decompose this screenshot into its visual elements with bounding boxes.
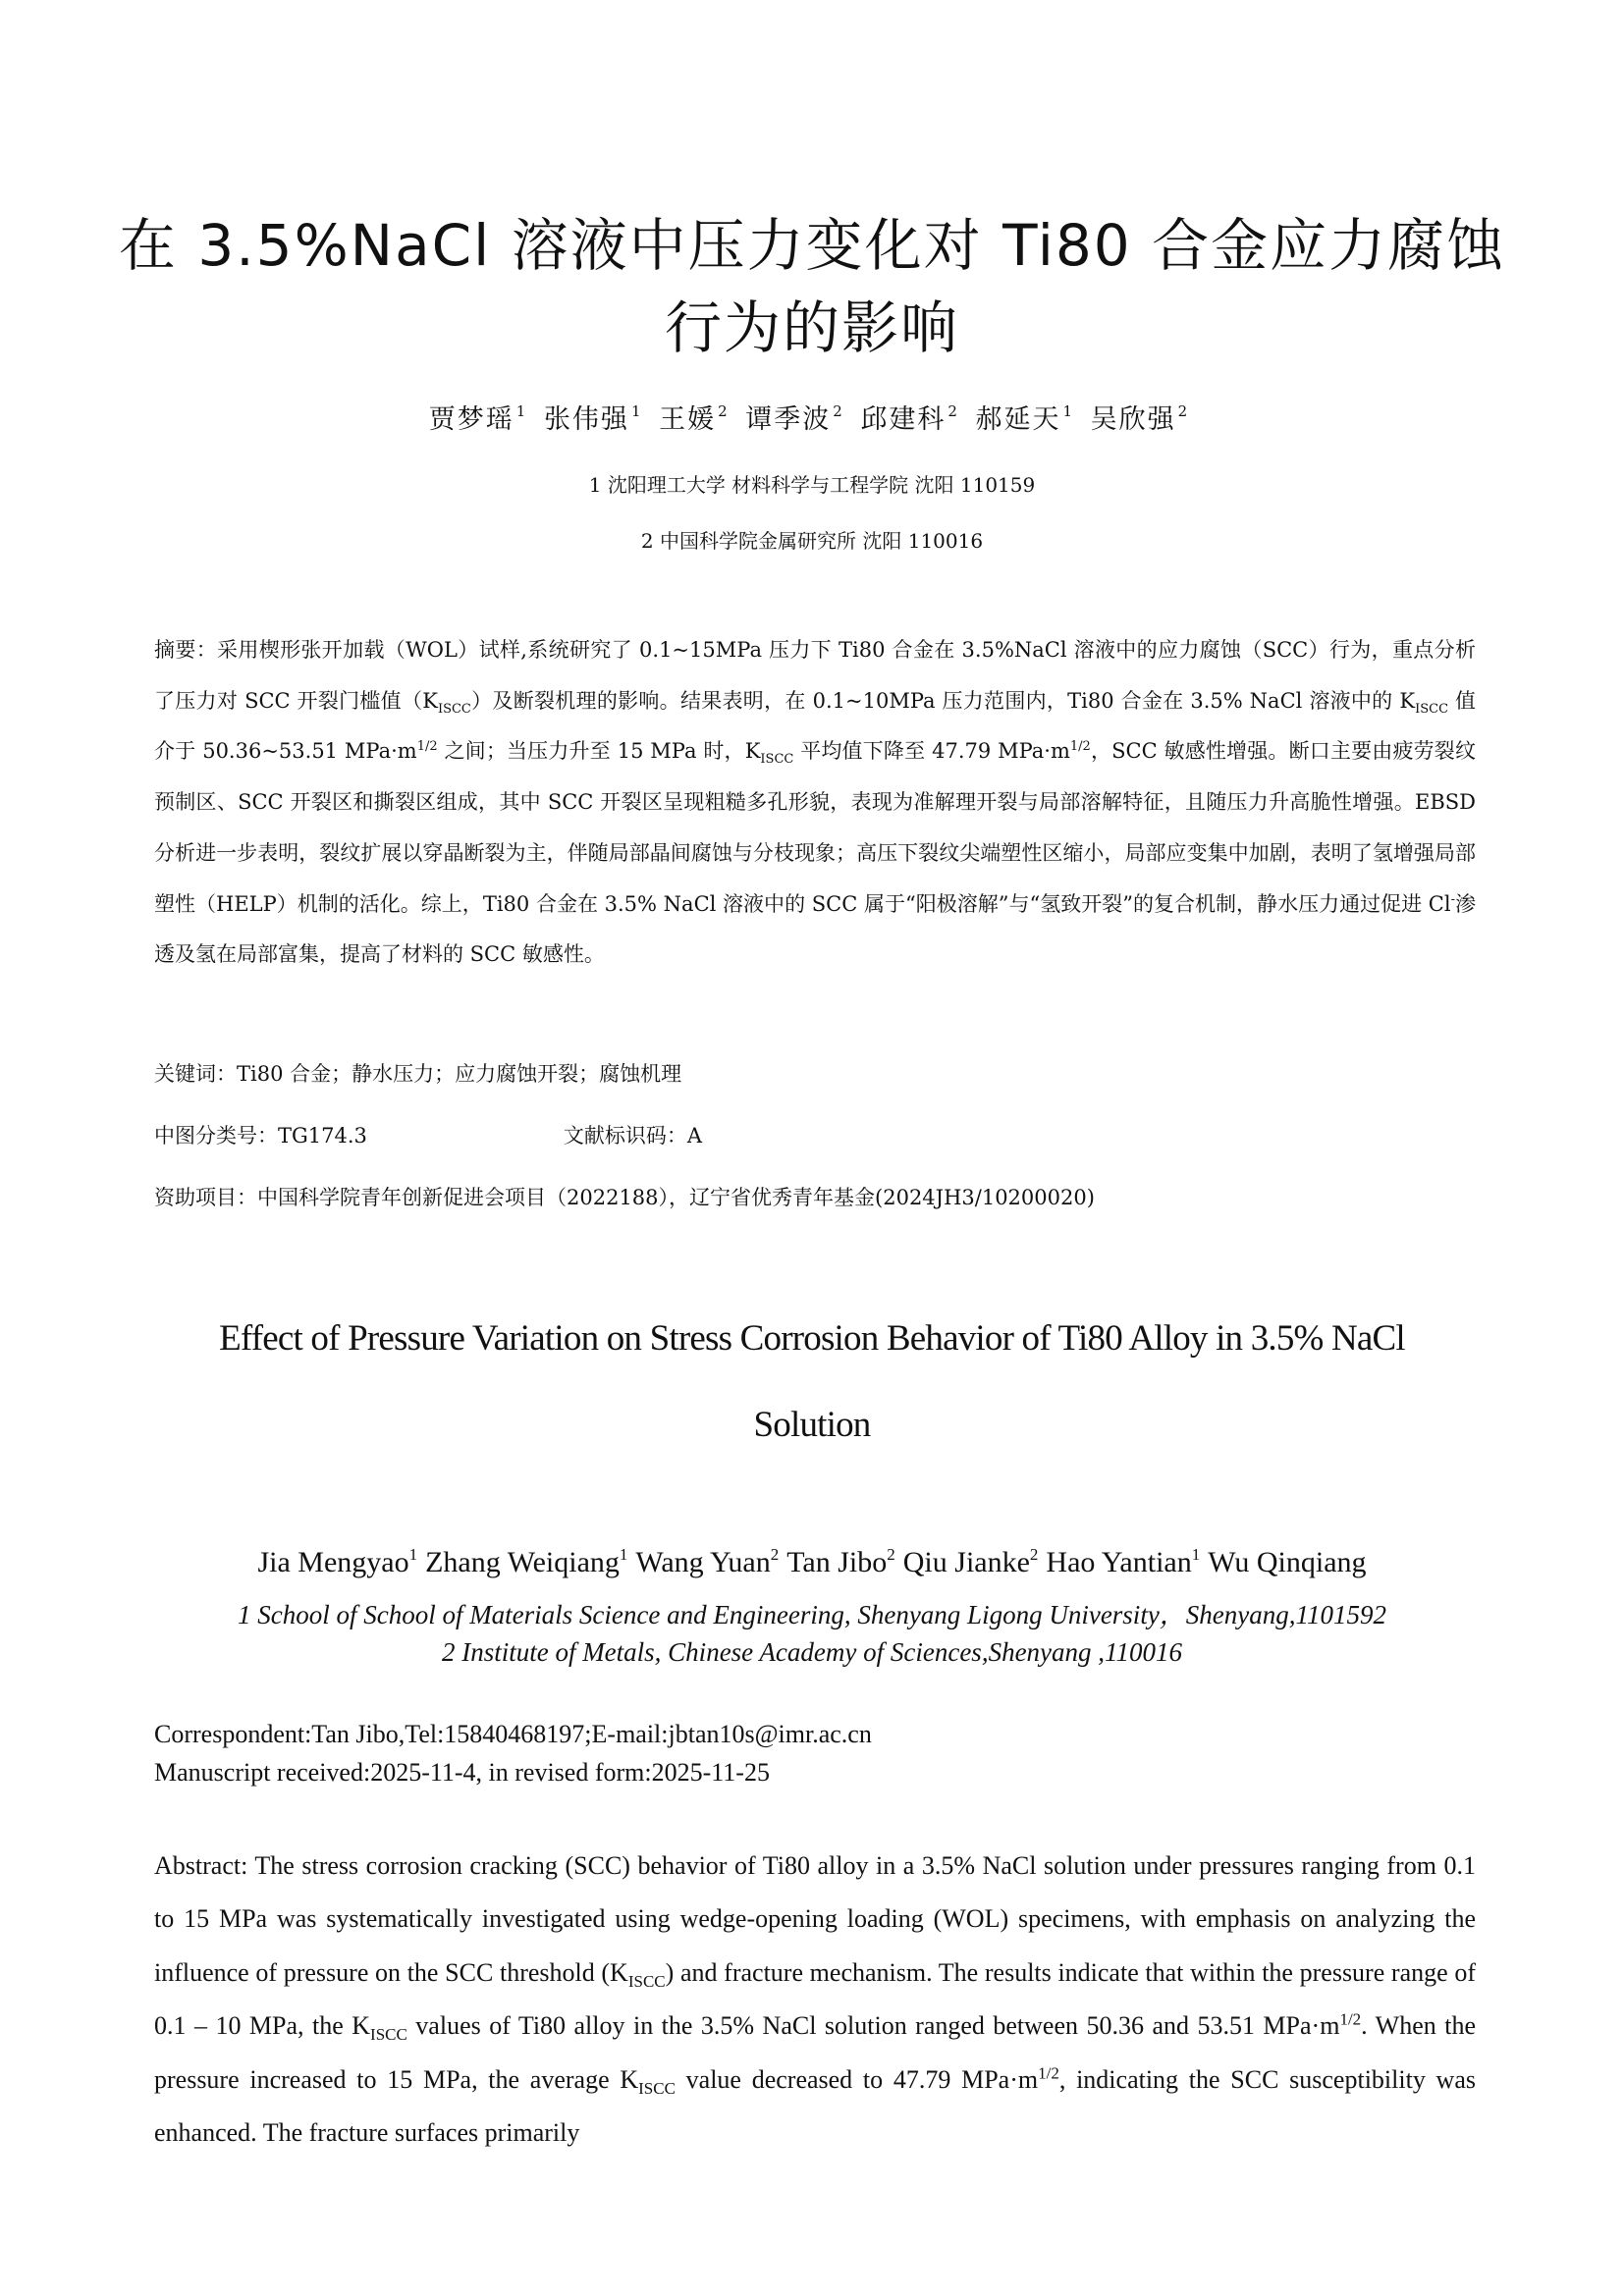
document-code: 文献标识码：A <box>563 1124 703 1148</box>
author-affiliation-mark: 1 <box>630 402 643 420</box>
author-affiliation-mark: 2 <box>833 402 844 420</box>
author-name: 郝延天 <box>975 404 1061 435</box>
author-name: Wang Yuan <box>635 1546 771 1578</box>
english-affiliation-1: 1 School of School of Materials Science and Engineering, Shenyang Ligong University，Shenyang,1101592 <box>237 1600 1387 1629</box>
subscript: ISCC <box>760 752 794 768</box>
author-name: 王媛 <box>659 404 717 435</box>
author-affiliation-mark: 2 <box>1029 1545 1039 1564</box>
chinese-keywords: 关键词：Ti80 合金；静水压力；应力腐蚀开裂；腐蚀机理 <box>154 1062 682 1086</box>
abstract-text: values of Ti80 alloy in the 3.5% NaCl solution ranged between 50.36 and 53.51 MPa·m <box>406 2011 1340 2041</box>
classification-line <box>154 1120 1476 1149</box>
subscript: ISCC <box>627 1972 666 1991</box>
english-title-line-2: Solution <box>753 1405 871 1445</box>
funding: 资助项目：中国科学院青年创新促进会项目（2022188），辽宁省优秀青年基金(2024JH3/10200020) <box>154 1186 1095 1209</box>
abstract-text: 平均值下降至 47.79 MPa·m <box>793 739 1070 764</box>
superscript: 1/2 <box>1038 2062 1059 2082</box>
subscript: ISCC <box>437 701 471 717</box>
chinese-affiliation-2: 2 中国科学院金属研究所 沈阳 110016 <box>640 529 984 553</box>
author-affiliation-mark: 1 <box>1062 402 1075 420</box>
english-abstract <box>154 1840 1476 2160</box>
author-name: 邱建科 <box>860 404 947 435</box>
abstract-text: ，SCC 敏感性增强。断口主要由疲劳裂纹预制区、SCC 开裂区和撕裂区组成，其中 SCC 开裂区呈现粗糙多孔形貌，表现为准解理开裂与局部溶解特征，且随压力升高脆性增强。EBSD 分析进一步表明，裂纹扩展以穿晶断裂为主，伴随局部晶间腐蚀与分枝现象；高压下裂纹尖端塑性区缩小，局部应变集中加剧，表明了氢增强局部塑性（HELP）机制的活化。综上，Ti80 合金在 3.5% NaCl 溶液中的 SCC 属于“阳极溶解”与“氢致开裂”的复合机制，静水压力通过促进 Cl <box>154 739 1476 916</box>
author-name: Wu Qinqiang <box>1208 1546 1367 1578</box>
author-affiliation-mark: 2 <box>1177 402 1190 420</box>
abstract-text: , indicating the SCC susceptibility was enhanced. The fracture surfaces primarily <box>154 2064 1476 2148</box>
superscript: - <box>1450 891 1455 907</box>
english-affiliation-2: 2 Institute of Metals, Chinese Academy of Sciences,Shenyang ,110016 <box>441 1637 1183 1667</box>
author-name: Tan Jibo <box>786 1546 888 1578</box>
superscript: 1/2 <box>416 739 438 755</box>
clc-number: 中图分类号：TG174.3 <box>154 1124 367 1148</box>
manuscript-received: Manuscript received:2025-11-4, in revised form:2025-11-25 <box>154 1758 770 1787</box>
english-authors <box>0 1546 1624 1579</box>
author-name: Zhang Weiqiang <box>425 1546 620 1578</box>
chinese-abstract <box>154 625 1476 981</box>
author-affiliation-mark: 2 <box>887 1545 895 1564</box>
abstract-text: ）及断裂机理的影响。结果表明，在 0.1~10MPa 压力范围内，Ti80 合金在 3.5% NaCl 溶液中的 K <box>470 688 1416 713</box>
abstract-text: . When the pressure increased to 15 MPa, the average K <box>154 2011 1476 2094</box>
author-affiliation-mark: 1 <box>408 1545 418 1564</box>
author-affiliation-mark: 2 <box>947 402 959 420</box>
chinese-title-line-2: 行为的影响 <box>664 294 959 361</box>
author-affiliation-mark: 1 <box>619 1545 628 1564</box>
english-title-line-1: Effect of Pressure Variation on Stress Corrosion Behavior of Ti80 Alloy in 3.5% NaCl <box>219 1318 1405 1359</box>
author-name: 吴欣强 <box>1090 404 1176 435</box>
superscript: 1/2 <box>1339 2009 1362 2029</box>
author-affiliation-mark: 1 <box>515 402 528 420</box>
abstract-text: 之间；当压力升至 15 MPa 时，K <box>437 739 761 764</box>
correspondent: Correspondent:Tan Jibo,Tel:15840468197;E-mail:jbtan10s@imr.ac.cn <box>154 1720 872 1748</box>
abstract-text: value decreased to 47.79 MPa·m <box>675 2064 1039 2094</box>
abstract-text: Abstract: The stress corrosion cracking (SCC) behavior of Ti80 alloy in a 3.5% NaCl solution under pressures ranging from 0.1 to 15 MPa was systematically investigated using wedge-opening loading (WOL) specimens, with emphasis on analyzing the influence of pressure on the SCC threshold (K <box>154 1851 1476 1987</box>
author-name: Jia Mengyao <box>257 1546 409 1578</box>
subscript: ISCC <box>1415 701 1449 717</box>
chinese-affiliation-1: 1 沈阳理工大学 材料科学与工程学院 沈阳 110159 <box>588 473 1036 497</box>
author-name: 张伟强 <box>543 404 629 435</box>
author-name: Qiu Jianke <box>902 1546 1030 1578</box>
abstract-text: ) and fracture mechanism. The results indicate that within the pressure range of 0.1 – 10 MPa, the K <box>154 1957 1477 2041</box>
english-title <box>147 1296 1477 1468</box>
abstract-text: 值介于 50.36~53.51 MPa·m <box>154 688 1476 764</box>
author-name: Hao Yantian <box>1046 1546 1192 1578</box>
abstract-text: 渗透及氢在局部富集，提高了材料的 SCC 敏感性。 <box>154 891 1477 967</box>
author-name: 谭季波 <box>745 404 832 435</box>
author-affiliation-mark: 2 <box>770 1545 780 1564</box>
subscript: ISCC <box>638 2078 676 2098</box>
author-affiliation-mark: 2 <box>718 402 730 420</box>
chinese-authors <box>0 398 1624 436</box>
superscript: 1/2 <box>1069 739 1091 755</box>
chinese-title-line-1: 在 3.5%NaCl 溶液中压力变化对 Ti80 合金应力腐蚀 <box>118 212 1506 279</box>
author-name: 贾梦瑶 <box>428 404 514 435</box>
abstract-text: 摘要：采用楔形张开加载（WOL）试样,系统研究了 0.1~15MPa 压力下 Ti80 合金在 3.5%NaCl 溶液中的应力腐蚀（SCC）行为，重点分析了压力对 SCC 开裂门槛值（K <box>154 638 1476 713</box>
author-affiliation-mark: 1 <box>1191 1545 1201 1564</box>
chinese-title <box>118 204 1506 369</box>
subscript: ISCC <box>370 2025 407 2045</box>
